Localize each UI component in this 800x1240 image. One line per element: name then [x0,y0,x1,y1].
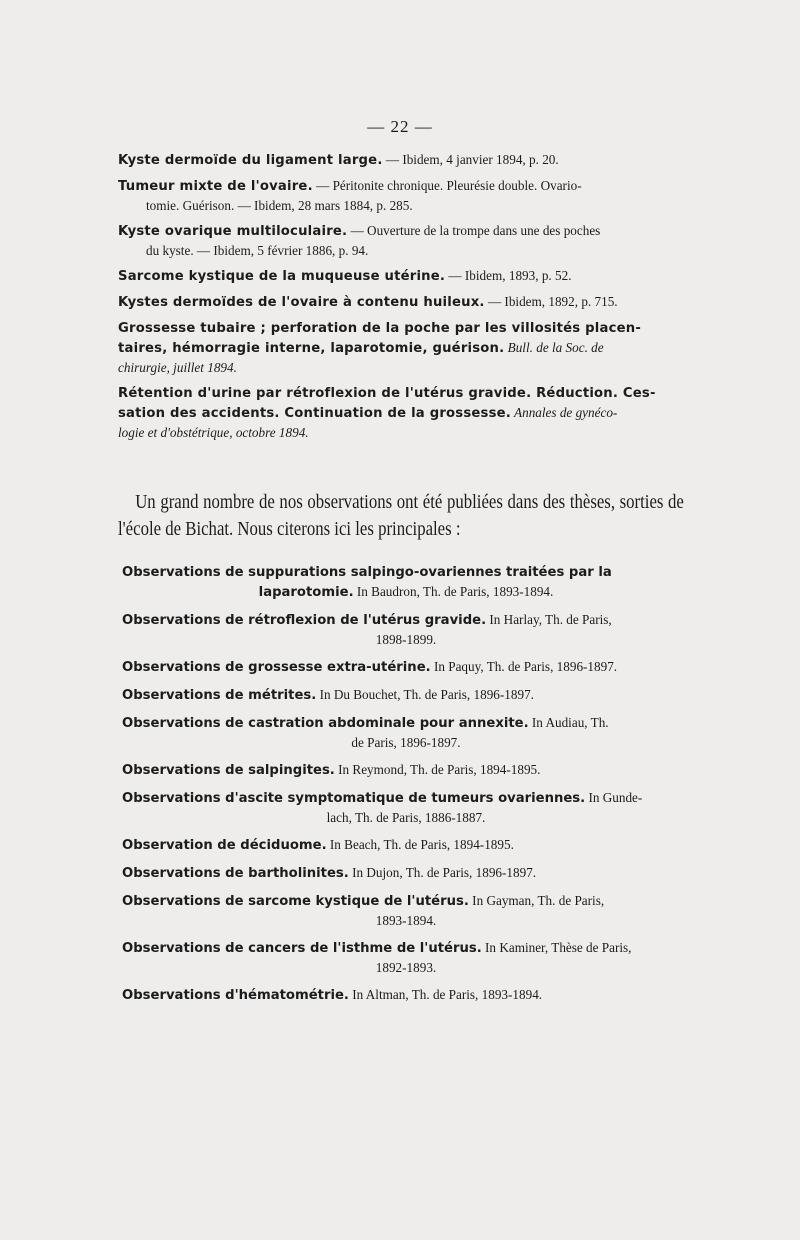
observation-item [122,985,690,1005]
reference-list [118,150,680,448]
reference-item [118,150,680,170]
observation-source: In Reymond, Th. de Paris, 1894-1895. [334,762,541,777]
observation-source: In Dujon, Th. de Paris, 1896-1897. [348,865,537,880]
observation-continuation: lach, Th. de Paris, 1886-1887. [326,810,486,825]
reference-item [118,383,680,442]
observation-item [122,788,690,827]
observation-continuation: 1898-1899. [375,632,437,647]
observation-source: In Gayman, Th. de Paris, [468,893,605,908]
observation-source: In Du Bouchet, Th. de Paris, 1896-1897. [316,687,534,702]
observation-item [122,835,690,855]
observation-title: Observations de rétroflexion de l'utérus gravide. [122,613,487,628]
reference-item [118,221,680,260]
reference-continuation: tomie. Guérison. — Ibidem, 28 mars 1884, p. 285. [146,198,413,213]
observation-source: In Kaminer, Thèse de Paris, [481,940,632,955]
reference-title-continuation: sation des accidents. Continuation de la grossesse. [118,406,511,421]
observation-item [122,657,690,677]
observation-title: Observation de déciduome. [122,838,327,853]
reference-item [118,292,680,312]
intro-paragraph: Un grand nombre de nos observations ont été publiées dans des thèses, sorties de l'école de Bichat. Nous citerons ici les principales : [118,492,684,540]
observation-title: Observations de sarcome kystique de l'utérus. [122,894,469,909]
reference-continuation: du kyste. — Ibidem, 5 février 1886, p. 94. [146,243,369,258]
reference-source: — Ouverture de la trompe dans une des poches [347,223,601,238]
reference-title: Rétention d'urine par rétroflexion de l'utérus gravide. Réduction. Ces- [118,386,656,401]
reference-title: Kystes dermoïdes de l'ovaire à contenu huileux. [118,295,485,310]
observation-source: In Audiau, Th. [528,715,609,730]
reference-title: Grossesse tubaire ; perforation de la poche par les villosités placen- [118,321,641,336]
reference-item [118,318,680,377]
observation-source: In Beach, Th. de Paris, 1894-1895. [326,837,514,852]
reference-source: Bull. de la Soc. de [504,340,604,355]
observation-continuation: de Paris, 1896-1897. [351,735,461,750]
observation-title: Observations de cancers de l'isthme de l'utérus. [122,941,482,956]
observation-continuation [122,582,690,602]
observation-item [122,713,690,752]
observation-title: Observations d'hématométrie. [122,988,349,1003]
observation-item [122,610,690,649]
observation-source: In Baudron, Th. de Paris, 1893-1894. [353,584,554,599]
reference-item [118,266,680,286]
observation-title: Observations de suppurations salpingo-ovariennes traitées par la [122,565,612,580]
reference-source-continuation: chirurgie, juillet 1894. [118,360,237,375]
reference-title: Tumeur mixte de l'ovaire. [118,179,313,194]
page-number: — 22 — [367,117,433,136]
observation-item [122,685,690,705]
observation-title: Observations de bartholinites. [122,866,349,881]
observation-item [122,938,690,977]
observation-title: Observations de castration abdominale pour annexite. [122,716,529,731]
reference-source: Annales de gynéco- [511,405,618,420]
reference-source: — Péritonite chronique. Pleurésie double. Ovario- [312,178,582,193]
reference-title-continuation: taires, hémorragie interne, laparotomie, guérison. [118,341,505,356]
observation-title-continuation: laparotomie. [258,585,354,600]
observation-title: Observations d'ascite symptomatique de tumeurs ovariennes. [122,791,586,806]
reference-source-continuation: logie et d'obstétrique, octobre 1894. [118,425,309,440]
observation-title: Observations de salpingites. [122,763,335,778]
reference-title: Sarcome kystique de la muqueuse utérine. [118,269,446,284]
observation-continuation: 1893-1894. [375,913,437,928]
observation-item [122,562,690,602]
observation-source: In Gunde- [585,790,643,805]
observation-item [122,891,690,930]
reference-item [118,176,680,215]
observation-title: Observations de grossesse extra-utérine. [122,660,431,675]
observation-title: Observations de métrites. [122,688,317,703]
reference-title: Kyste dermoïde du ligament large. [118,153,383,168]
observation-source: In Altman, Th. de Paris, 1893-1894. [348,987,543,1002]
observation-source: In Harlay, Th. de Paris, [486,612,612,627]
reference-source: — Ibidem, 1893, p. 52. [445,268,572,283]
reference-source: — Ibidem, 4 janvier 1894, p. 20. [382,152,559,167]
observation-item [122,760,690,780]
observation-source: In Paquy, Th. de Paris, 1896-1897. [430,659,618,674]
observation-item [122,863,690,883]
observations-list [122,562,690,1013]
observation-continuation: 1892-1893. [375,960,437,975]
reference-source: — Ibidem, 1892, p. 715. [484,294,618,309]
reference-title: Kyste ovarique multiloculaire. [118,224,348,239]
